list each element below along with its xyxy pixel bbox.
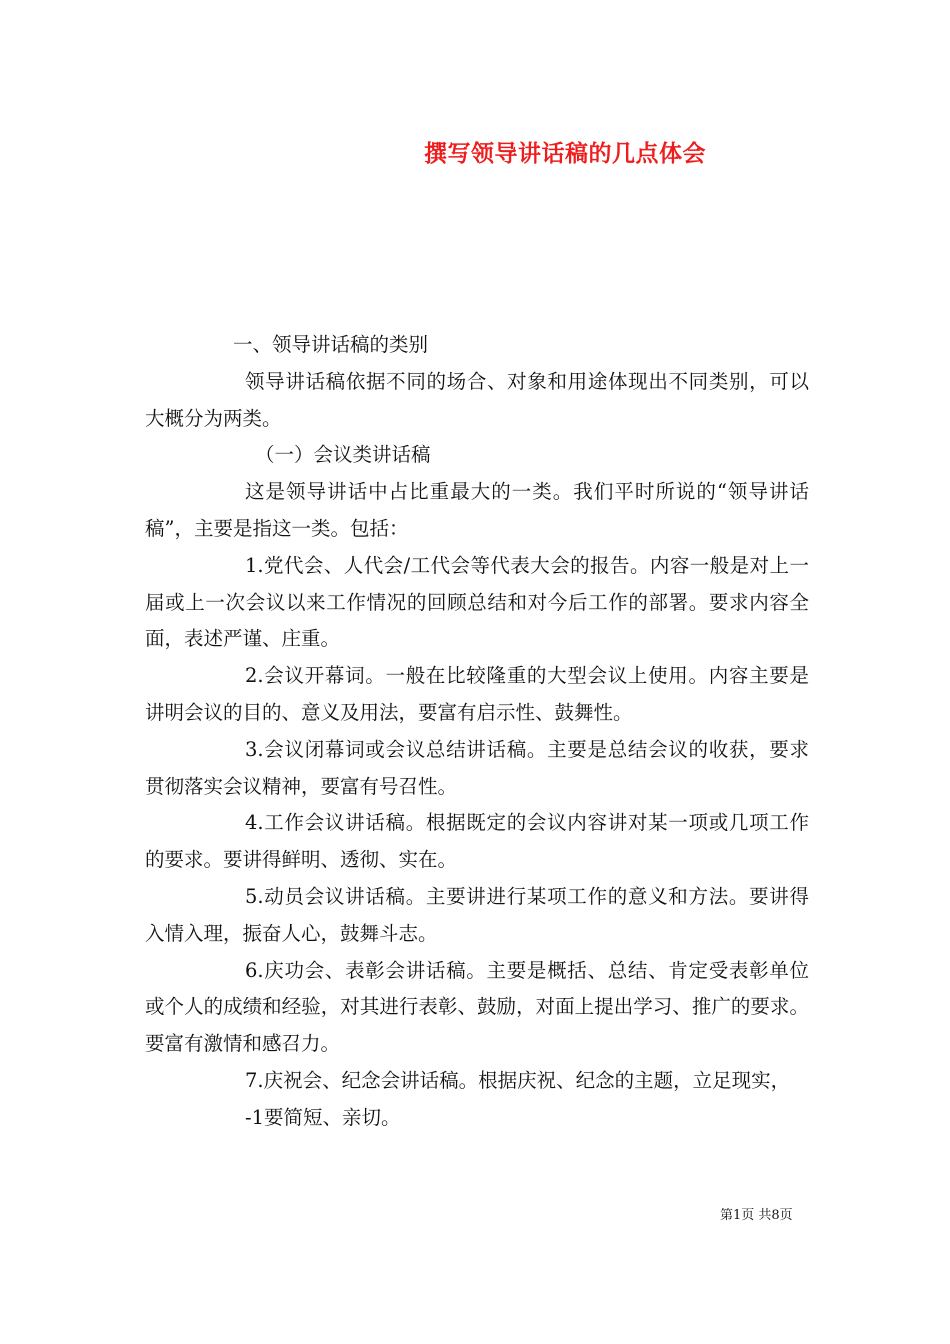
list-item-1: 1.党代会、人代会/工代会等代表大会的报告。内容一般是对上一届或上一次会议以来工作情况的回顾总结和对今后工作的部署。要求内容全面，表述严谨、庄重。 [145, 553, 809, 651]
list-item-continuation: -1要简短、亲切。 [245, 1105, 401, 1129]
document-body [145, 327, 809, 1137]
list-item-4: 4.工作会议讲话稿。根据既定的会议内容讲对某一项或几项工作的要求。要讲得鲜明、透彻、实在。 [145, 811, 809, 872]
list-item-7: 7.庆祝会、纪念会讲话稿。根据庆祝、纪念的主题，立足现实， [245, 1068, 791, 1092]
intro-paragraph: 领导讲话稿依据不同的场合、对象和用途体现出不同类别，可以大概分为两类。 [145, 369, 809, 430]
list-item-2: 2.会议开幕词。一般在比较隆重的大型会议上使用。内容主要是讲明会议的目的、意义及用法，要富有启示性、鼓舞性。 [145, 664, 809, 724]
subsection-intro-paragraph: 这是领导讲话中占比重最大的一类。我们平时所说的“领导讲话稿”，主要是指这一类。包括： [145, 480, 809, 540]
list-item-6: 6.庆功会、表彰会讲话稿。主要是概括、总结、肯定受表彰单位或个人的成绩和经验，对其进行表彰、鼓励，对面上提出学习、推广的要求。要富有激情和感召力。 [145, 958, 809, 1056]
page-footer: 第1页 共8页 [720, 1208, 793, 1223]
subsection-heading: （一）会议类讲话稿 [255, 443, 431, 467]
list-item-5: 5.动员会议讲话稿。主要讲进行某项工作的意义和方法。要讲得入情入理，振奋人心，鼓舞斗志。 [145, 884, 809, 945]
section-heading: 一、领导讲话稿的类别 [233, 333, 429, 356]
list-item-3: 3.会议闭幕词或会议总结讲话稿。主要是总结会议的收获，要求贯彻落实会议精神，要富有号召性。 [145, 737, 809, 798]
document-title: 撰写领导讲话稿的几点体会 [424, 140, 706, 167]
